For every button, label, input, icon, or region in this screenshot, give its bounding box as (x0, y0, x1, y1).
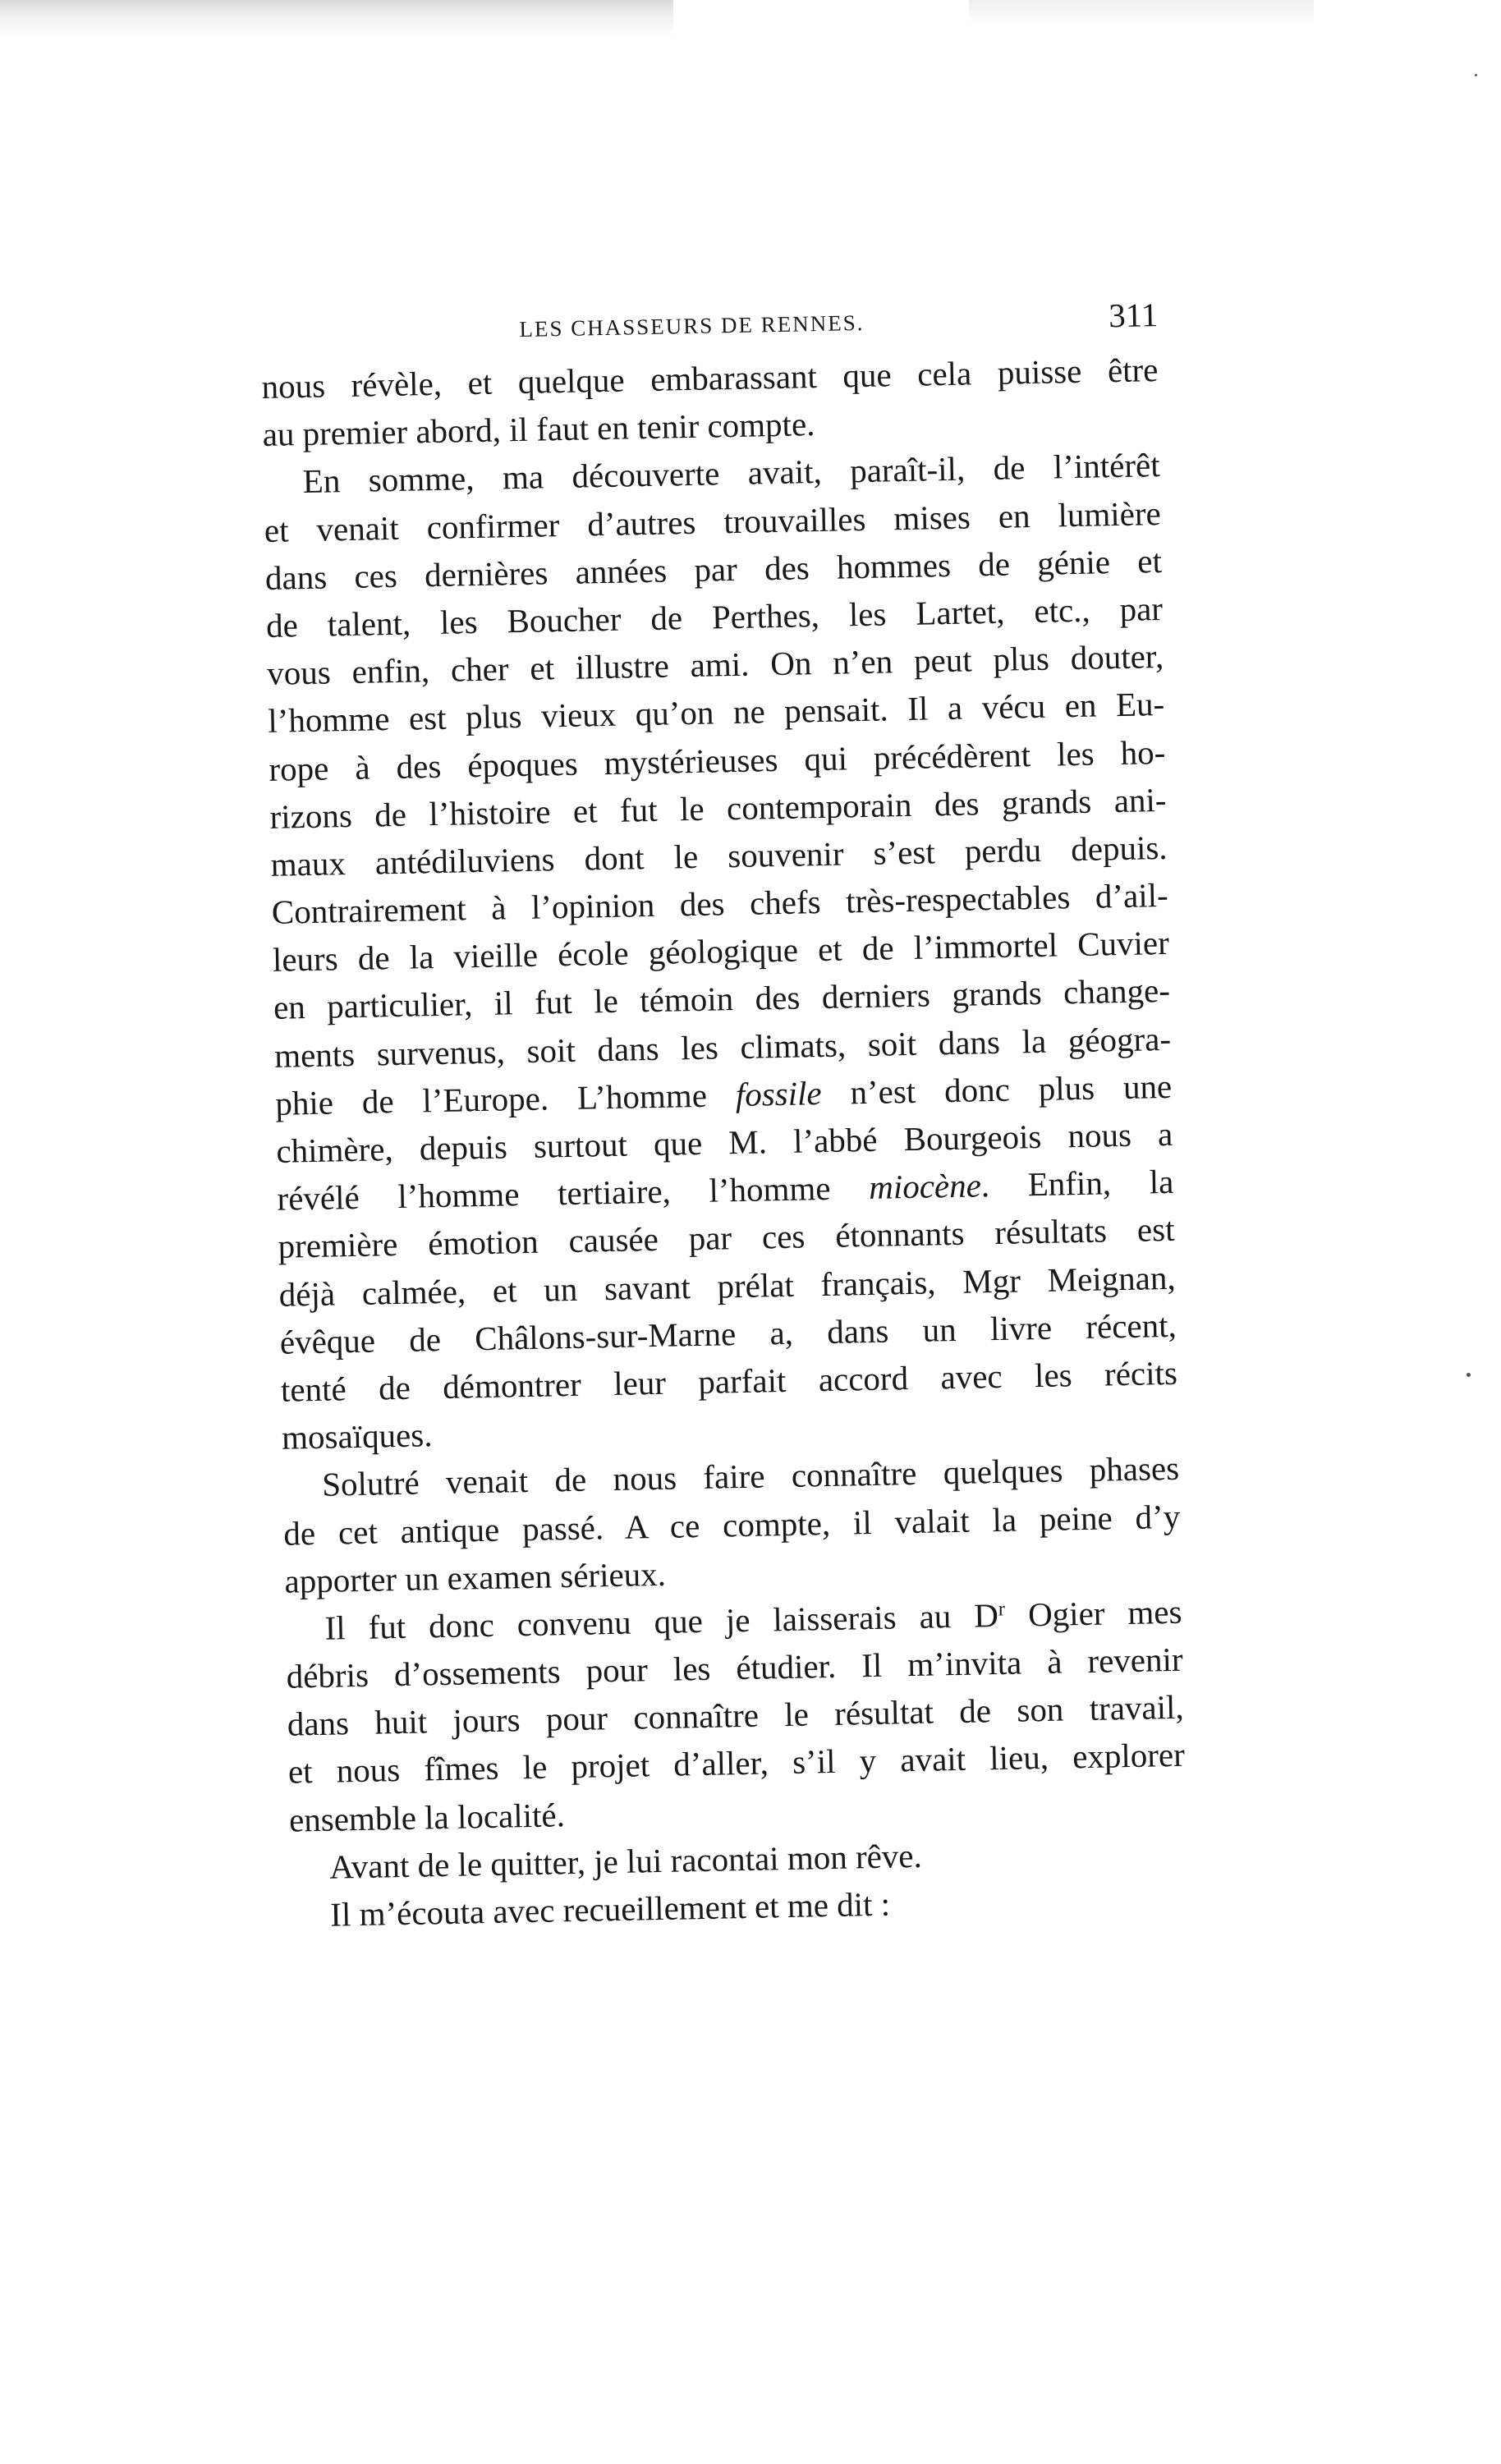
text-line: leurs de la vieille école géologique et de l’immortel Cuvier (272, 924, 1170, 980)
text-line: En somme, ma découverte avait, paraît-il, de l’intérêt (302, 446, 1161, 501)
text-line: évêque de Châlons-sur-Marne a, dans un livre récent, (279, 1305, 1177, 1361)
text-line: vous enfin, cher et illustre ami. On n’en peut plus douter, (266, 637, 1164, 693)
text-line: dans huit jours pour connaître le résultat de son travail, (287, 1687, 1185, 1743)
scan-shadow (0, 0, 673, 38)
text-span: Ogier mes (1004, 1592, 1182, 1634)
text-line: apporter un examen sérieux. (284, 1554, 667, 1600)
text-line: rope à des époques mystérieuses qui précédèrent les ho- (269, 732, 1166, 788)
text-line: première émotion causée par ces étonnants résultats est (278, 1210, 1175, 1266)
text-span: Il fut donc convenu que je laisserais au D (324, 1595, 999, 1647)
text-line: Solutré venait de nous faire connaître quelques phases (321, 1449, 1180, 1504)
text-span: révélé l’homme tertiaire, l’homme (277, 1168, 870, 1218)
scan-shadow-right (969, 0, 1314, 25)
text-line: et nous fîmes le projet d’aller, s’il y avait lieu, explorer (287, 1736, 1186, 1792)
text-line: de cet antique passé. A ce compte, il valait la peine d’y (282, 1497, 1181, 1553)
text-line: rizons de l’histoire et fut le contemporain des grands ani- (269, 780, 1167, 836)
text-line: Contrairement à l’opinion des chefs très-respectables d’ail- (271, 875, 1169, 931)
text-line: Il m’écouta avec recueillement et me dit : (329, 1884, 891, 1934)
italic-word: fossile (735, 1073, 823, 1113)
running-title: LES CHASSEURS DE RENNES. (519, 310, 865, 342)
text-line: Avant de le quitter, je lui racontai mon rêve. (328, 1836, 923, 1886)
margin-speck (1467, 1373, 1471, 1377)
text-line: l’homme est plus vieux qu’on ne pensait. Il a vécu en Eu- (267, 685, 1165, 741)
text-span: . Enfin, la (980, 1163, 1174, 1204)
italic-word: miocène (868, 1166, 982, 1207)
text-line: maux antédiluviens dont le souvenir s’est perdu depuis. (270, 828, 1168, 883)
text-line: de talent, les Boucher de Perthes, les Lartet, etc., par (265, 589, 1164, 645)
text-line: déjà calmée, et un savant prélat français, Mgr Meignan, (278, 1258, 1177, 1314)
text-line: chimère, depuis surtout que M. l’abbé Bourgeois nous a (275, 1114, 1173, 1170)
text-line: ments survenus, soit dans les climats, soit dans la géogra- (273, 1019, 1172, 1075)
text-line: ensemble la localité. (288, 1795, 566, 1839)
text-span: n’est donc plus une (821, 1067, 1173, 1112)
text-line: dans ces dernières années par des hommes de génie et (264, 541, 1163, 597)
margin-speck (1475, 74, 1477, 76)
text-line: et venait confirmer d’autres trouvailles mises en lumière (264, 493, 1162, 549)
text-line: tenté de démontrer leur parfait accord avec les récits (280, 1353, 1178, 1409)
text-line: débris d’ossements pour les étudier. Il m’invita à revenir (286, 1640, 1183, 1695)
body-text (261, 346, 1188, 1939)
page-number: 311 (1108, 296, 1159, 335)
text-line: au premier abord, il faut en tenir compte. (262, 405, 815, 454)
text-span: phie de l’Europe. L’homme (274, 1075, 737, 1122)
text-line: mosaïques. (281, 1416, 433, 1457)
text-line: en particulier, il fut le témoin des derniers grands change- (273, 971, 1171, 1027)
text-line: nous révèle, et quelque embarassant que cela puisse être (261, 351, 1159, 406)
superscript: r (998, 1598, 1006, 1621)
